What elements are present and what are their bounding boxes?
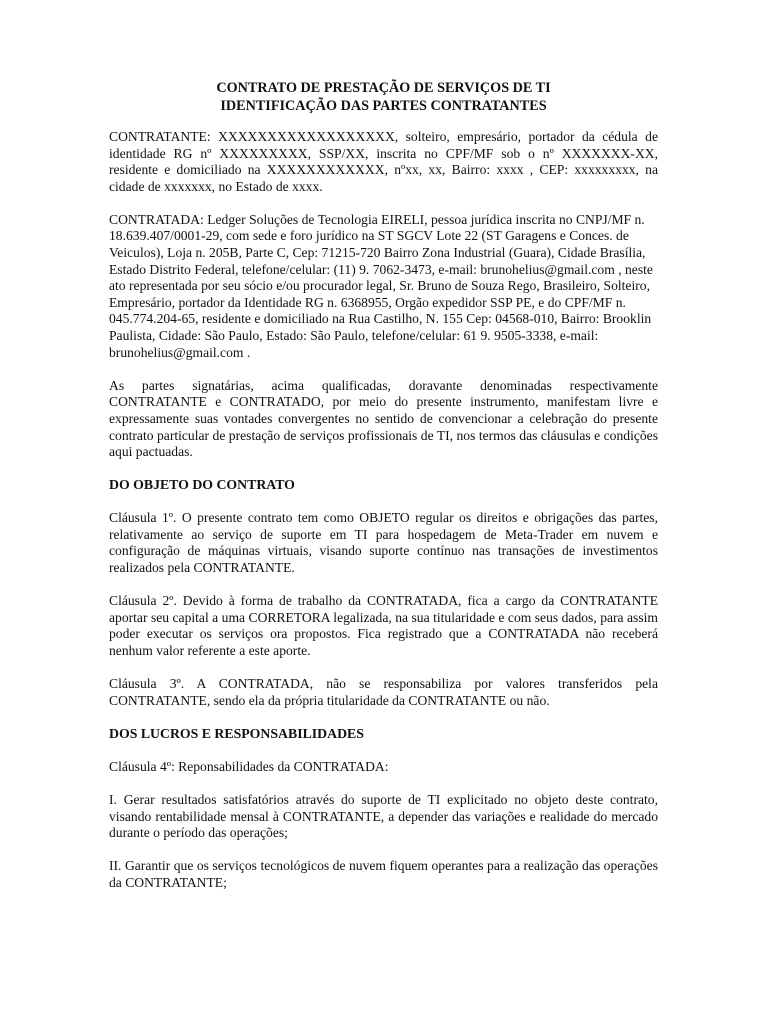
title-line-2: IDENTIFICAÇÃO DAS PARTES CONTRATANTES — [220, 97, 547, 114]
contratada-paragraph: CONTRATADA: Ledger Soluções de Tecnologia EIRELI, pessoa jurídica inscrita no CNPJ/MF n. 18.639.407/0001-29, com sede e foro jurídico na ST SGCV Lote 22 (ST Garagens e Conces. de Veiculos), Loja n. 205B, Parte C, Cep: 71215-720 Bairro Zona Industrial (Guara), Cidade Brasília, Estado Distrito Federal, telefone/celular: (11) 9. 7062-3473, e-mail: brunohelius@gmail.com , neste ato representada por seu sócio e/ou procurador legal, Sr. Bruno de Souza Rego, Brasileiro, Solteiro, Empresário, portador da Identidade RG n. 6368955, Orgão expedidor SSP PE, e do CPF/MF n. 045.774.204-65, residente e domiciliado na Rua Castilho, N. 155 Cep: 04568-010, Bairro: Brooklin Paulista, Cidade: São Paulo, Estado: São Paulo, telefone/celular: 61 9. 9505-3338, e-mail: brunohelius@gmail.com . — [109, 211, 653, 360]
heading-lucros: DOS LUCROS E RESPONSABILIDADES — [109, 725, 364, 741]
item-i: I. Gerar resultados satisfatórios através do suporte de TI explicitado no objeto deste contrato, visando rentabilidade mensal à CONTRATANTE, a depender das variações e realidade do mercado durante o período das operações; — [109, 791, 658, 841]
title-line-1: CONTRATO DE PRESTAÇÃO DE SERVIÇOS DE TI — [216, 80, 551, 96]
clausula-4: Cláusula 4º: Reponsabilidades da CONTRATADA: — [109, 758, 389, 774]
partes-paragraph: As partes signatárias, acima qualificadas, doravante denominadas respectivamente CONTRATANTE e CONTRATADO, por meio do presente instrumento, manifestam livre e expressamente suas vontades convergentes no sentido de convencionar a celebração do presente contrato particular de prestação de serviços profissionais de TI, nos termos das cláusulas e condições aqui pactuadas. — [109, 377, 658, 460]
clausula-2: Cláusula 2º. Devido à forma de trabalho da CONTRATADA, fica a cargo da CONTRATANTE aportar seu capital a uma CORRETORA legalizada, na sua titularidade e com seus dados, para assim poder executar os serviços ora propostos. Fica registrado que a CONTRATADA não receberá nenhum valor referente a este aporte. — [109, 593, 658, 658]
heading-objeto: DO OBJETO DO CONTRATO — [109, 477, 295, 493]
contract-page — [109, 80, 658, 908]
document-title — [109, 80, 658, 115]
contratante-paragraph: CONTRATANTE: XXXXXXXXXXXXXXXXXX, solteiro, empresário, portador da cédula de identidade RG nº XXXXXXXXX, SSP/XX, inscrita no CPF/MF sob o nº XXXXXXX-XX, residente e domiciliado na XXXXXXXXXXXX, nºxx, xx, Bairro: xxxx , CEP: xxxxxxxxx, na cidade de xxxxxxx, no Estado de xxxx. — [109, 129, 658, 194]
clausula-3: Cláusula 3º. A CONTRATADA, não se responsabiliza por valores transferidos pela CONTRATANTE, sendo ela da própria titularidade da CONTRATANTE ou não. — [109, 676, 658, 708]
clausula-1: Cláusula 1º. O presente contrato tem como OBJETO regular os direitos e obrigações das partes, relativamente ao serviço de suporte em TI para hospedagem de Meta-Trader em nuvem e configuração de máquinas virtuais, visando suporte contínuo nas transações de investimentos realizados pela CONTRATANTE. — [109, 510, 658, 576]
item-ii: II. Garantir que os serviços tecnológicos de nuvem fiquem operantes para a realização das operações da CONTRATANTE; — [109, 858, 658, 890]
